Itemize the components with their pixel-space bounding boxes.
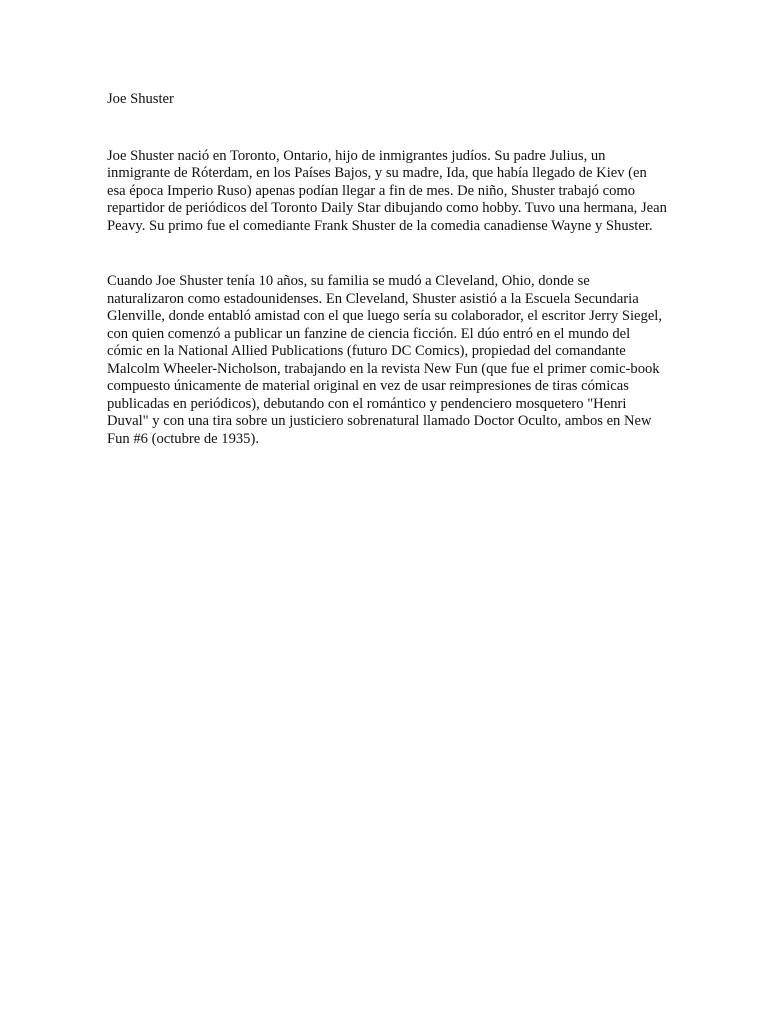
document-title: Joe Shuster (107, 91, 174, 107)
paragraph-2: Cuando Joe Shuster tenía 10 años, su familia se mudó a Cleveland, Ohio, donde se naturalizaron como estadounidenses. En Cleveland, Shuster asistió a la Escuela Secundaria Glenville, donde entabló amistad con el que luego sería su colaborador, el escritor Jerry Siegel, con quien comenzó a publicar un fanzine de ciencia ficción. El dúo entró en el mundo del cómic en la National Allied Publications (futuro DC Comics), propiedad del comandante Malcolm Wheeler-Nicholson, trabajando en la revista New Fun (que fue el primer comic-book compuesto únicamente de material original en vez de usar reimpresiones de tiras cómicas publicadas en periódicos), debutando con el romántico y pendenciero mosquetero "Henri Duval" y con una tira sobre un justiciero sobrenatural llamado Doctor Oculto, ambos en New Fun #6 (octubre de 1935). (107, 273, 663, 447)
document-body (107, 91, 667, 486)
paragraph-1: Joe Shuster nació en Toronto, Ontario, hijo de inmigrantes judíos. Su padre Julius, un inmigrante de Róterdam, en los Países Bajos, y su madre, Ida, que había llegado de Kiev (en esa época Imperio Ruso) apenas podían llegar a fin de mes. De niño, Shuster trabajó como repartidor de periódicos del Toronto Daily Star dibujando como hobby. Tuvo una hermana, Jean Peavy. Su primo fue el comediante Frank Shuster de la comedia canadiense Wayne y Shuster. (107, 147, 667, 234)
